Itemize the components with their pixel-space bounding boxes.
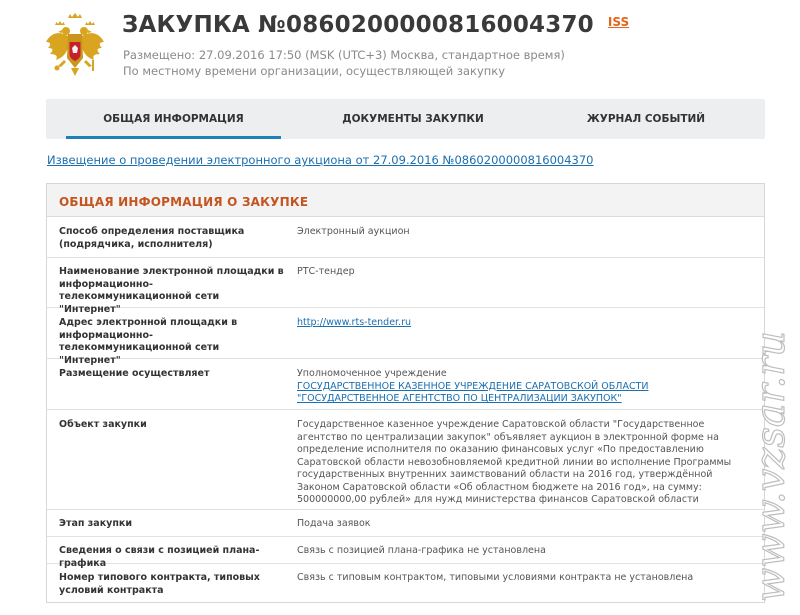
org-type: Уполномоченное учреждение [297,368,447,379]
title-row [122,12,629,38]
notice-link[interactable]: Извещение о проведении электронного аукциона от 27.09.2016 №0860200000816004370 [47,153,594,167]
row-label: Способ определения поставщика (подрядчика, исполнителя) [59,226,245,250]
table-row [47,218,764,258]
tab-general-info[interactable]: ОБЩАЯ ИНФОРМАЦИЯ [66,99,281,139]
org-time-note: По местному времени организации, осуществляющей закупку [123,64,506,78]
panel-title: ОБЩАЯ ИНФОРМАЦИЯ О ЗАКУПКЕ [59,195,309,209]
organization-link[interactable]: ГОСУДАРСТВЕННОЕ КАЗЕННОЕ УЧРЕЖДЕНИЕ САРАТОВСКОЙ ОБЛАСТИ "ГОСУДАРСТВЕННОЕ АГЕНТСТВО ПО ЦЕНТРАЛИЗАЦИИ ЗАКУПОК" [297,380,649,404]
tab-event-log[interactable]: ЖУРНАЛ СОБЫТИЙ [586,113,706,125]
row-value: Связь с типовым контрактом, типовыми условиями контракта не установлена [297,572,694,583]
coat-of-arms-icon [44,12,106,82]
table-row [47,564,764,602]
table-row [47,258,764,315]
row-label: Объект закупки [59,419,147,430]
row-value: Подача заявок [297,518,371,529]
row-label: Этап закупки [59,518,132,529]
row-value [297,317,737,330]
table-row [47,308,764,366]
info-table [47,218,764,602]
row-label: Адрес электронной площадки в информационно-телекоммуникационной сети "Интернет" [59,317,238,366]
iss-link[interactable]: ISS [607,15,630,29]
table-row [47,537,764,569]
row-label: Наименование электронной площадки в информационно-телекоммуникационной сети "Интернет" [59,266,284,315]
row-value [297,368,737,406]
row-label: Сведения о связи с позицией плана-графика [59,545,260,569]
published-datetime: Размещено: 27.09.2016 17:50 (MSK (UTC+3) Москва, стандартное время) [123,48,565,62]
table-row [47,410,764,510]
site-watermark [748,270,796,605]
panel-header [47,184,764,217]
tab-bar [46,99,765,139]
row-value: Связь с позицией плана-графика не установлена [297,545,546,556]
row-value: Государственное казенное учреждение Саратовской области "Государственное агентство по централизации закупок" объявляет аукцион в электронной форме на определение исполнителя по оказанию финансовых услуг «По предоставлению Саратовской области невозобновляемой кредитной линии во исполнение Программы государственных внутренних заимствований области на 2016 год, утверждённой Законом Саратовской области «Об областном бюджете на 2016 год», на сумму: 500000000,00 рублей» для нужд министерства финансов Саратовской области [297,419,732,505]
row-value: Электронный аукцион [297,226,410,237]
row-label: Номер типового контракта, типовых условий контракта [59,572,260,596]
platform-url-link[interactable]: http://www.rts-tender.ru [297,317,412,328]
row-label: Размещение осуществляет [59,368,210,379]
general-info-panel [46,183,765,603]
row-value: РТС-тендер [297,266,355,277]
tab-documents[interactable]: ДОКУМЕНТЫ ЗАКУПКИ [342,113,484,125]
table-row [47,359,764,410]
watermark-text: www.vzsar.ru [748,330,794,602]
table-row [47,510,764,537]
page-title: ЗАКУПКА №0860200000816004370 [122,12,594,38]
page-header [0,0,800,95]
